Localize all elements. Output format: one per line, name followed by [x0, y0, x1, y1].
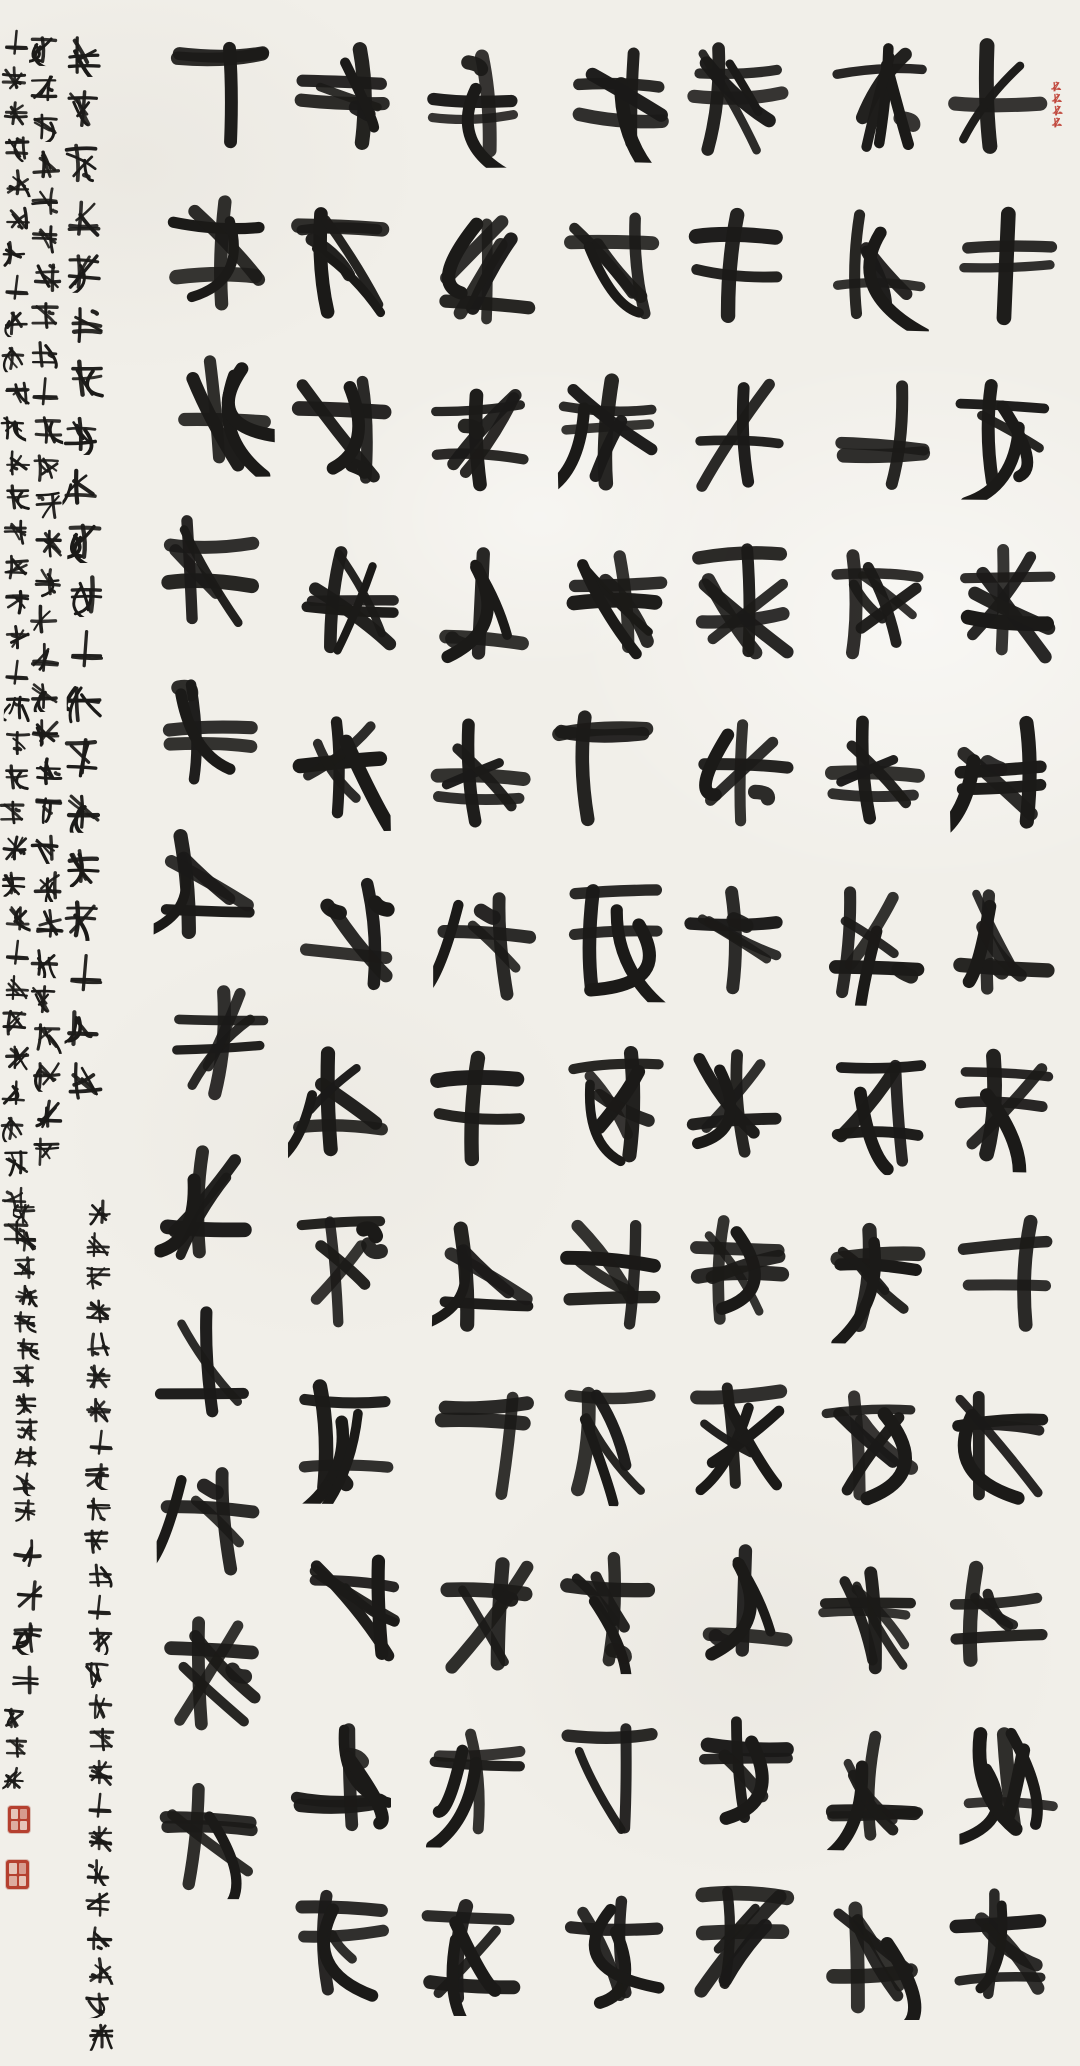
- calligraphy-char: [557, 1187, 665, 1357]
- text-column-7: [156, 16, 272, 1912]
- colophon-char: [30, 828, 60, 867]
- collector-mark-char: [1051, 80, 1062, 92]
- colophon-char: [3, 130, 30, 166]
- colophon-char: [4, 305, 30, 340]
- calligraphy-char: [426, 689, 532, 858]
- date-char: [11, 1658, 42, 1701]
- colophon-char: [4, 655, 31, 690]
- signature-chars: [4, 1702, 26, 1792]
- colophon-char: [14, 1227, 37, 1254]
- calligraphy-char: [829, 347, 935, 517]
- colophon-char: [65, 28, 101, 82]
- colophon-char: [67, 514, 103, 568]
- colophon-char: [32, 1056, 62, 1095]
- calligraphy-char: [820, 685, 927, 856]
- colophon-char: [4, 690, 31, 726]
- colophon-char: [4, 550, 30, 585]
- calligraphy-char: [560, 1859, 667, 2029]
- colophon-char: [30, 68, 59, 106]
- calligraphy-char: [695, 1519, 800, 1687]
- colophon-char: [29, 676, 58, 714]
- date-chars: [12, 1532, 42, 1700]
- colophon-char: [33, 1018, 62, 1056]
- colophon-char: [88, 2020, 115, 2054]
- colophon-char: [84, 1459, 110, 1492]
- colophon-char: [32, 144, 61, 182]
- colophon-char: [65, 838, 101, 892]
- colophon-char: [15, 1443, 38, 1470]
- colophon-char: [83, 1657, 109, 1690]
- calligraphy-char: [951, 853, 1058, 1023]
- colophon-char: [14, 1389, 37, 1416]
- calligraphy-char: [688, 1352, 793, 1520]
- calligraphy-char: [688, 516, 796, 685]
- colophon-char: [1, 60, 28, 96]
- colophon-char: [87, 1756, 113, 1789]
- colophon-char: [64, 784, 101, 839]
- colophon-char: [68, 622, 105, 677]
- calligraphy-char: [565, 516, 669, 684]
- date-char: [14, 1574, 45, 1616]
- text-column-6: [288, 10, 404, 2026]
- colophon-char: [87, 1921, 113, 1954]
- calligraphy-char: [287, 1186, 392, 1355]
- calligraphy-char: [289, 1857, 396, 2027]
- calligraphy-char: [302, 1522, 407, 1691]
- colophon-char: [0, 410, 26, 445]
- calligraphy-char: [551, 683, 659, 853]
- colophon-char: [5, 900, 32, 935]
- text-column-5: [420, 18, 536, 2034]
- colophon-char: [85, 1360, 111, 1393]
- date-char: [13, 1532, 44, 1575]
- colophon-char: [63, 730, 100, 784]
- calligraphy-char: [686, 1184, 794, 1353]
- calligraphy-char: [947, 685, 1055, 855]
- colophon-char: [4, 375, 31, 410]
- calligraphy-char: [946, 1358, 1051, 1526]
- colophon-char: [29, 334, 59, 373]
- colophon-char: [63, 892, 100, 947]
- colophon-char: [67, 1054, 104, 1108]
- colophon-char: [5, 165, 31, 200]
- colophon-char: [34, 790, 63, 828]
- colophon-char: [84, 1987, 110, 2020]
- colophon-char: [86, 1591, 112, 1624]
- colophon-char: [29, 30, 59, 69]
- calligraphy-char: [958, 1693, 1064, 1862]
- colophon-char: [65, 82, 102, 137]
- colophon-char: [65, 190, 101, 244]
- colophon-char: [83, 1525, 109, 1558]
- colophon-char: [4, 760, 30, 795]
- calligraphy-char: [820, 1869, 924, 2038]
- colophon-char: [0, 865, 27, 901]
- text-column-1: [948, 14, 1064, 2030]
- calligraphy-char: [425, 1026, 530, 1195]
- colophon-char: [2, 515, 29, 550]
- colophon-char: [4, 585, 31, 621]
- calligraphy-char: [951, 349, 1057, 518]
- colophon-char: [29, 942, 59, 981]
- calligraphy-char: [289, 346, 394, 514]
- colophon-char: [65, 244, 102, 299]
- calligraphy-char: [950, 1021, 1057, 1191]
- calligraphy-char: [561, 179, 667, 348]
- calligraphy-char: [431, 1361, 539, 1532]
- collector-mark-char: [1051, 116, 1062, 128]
- colophon-char: [64, 1000, 100, 1054]
- colophon-char: [62, 460, 98, 514]
- colophon-char: [13, 1470, 36, 1497]
- colophon-char: [30, 182, 60, 221]
- calligraphy-char: [684, 15, 792, 184]
- calligraphy-char: [954, 517, 1062, 687]
- colophon-char: [0, 235, 26, 270]
- colophon-char: [33, 258, 62, 296]
- colophon-char: [86, 1492, 113, 1525]
- colophon-char: [69, 298, 106, 353]
- colophon-char: [32, 448, 61, 486]
- signature-char: [2, 1762, 25, 1792]
- calligraphy-char: [424, 1697, 530, 1866]
- colophon-char: [30, 296, 59, 334]
- calligraphy-char: [170, 332, 275, 491]
- colophon-char: [3, 25, 29, 60]
- calligraphy-char: [287, 1690, 392, 1858]
- colophon-char: [31, 714, 61, 753]
- colophon-char: [67, 676, 103, 730]
- colophon-char: [13, 1308, 36, 1335]
- colophon-char: [33, 866, 62, 904]
- date-char: [12, 1616, 43, 1659]
- colophon-char: [4, 200, 31, 235]
- calligraphy-char: [288, 1018, 392, 1186]
- colophon-char: [34, 410, 64, 449]
- calligraphy-char: [824, 516, 931, 687]
- calligraphy-char: [152, 1279, 258, 1438]
- calligraphy-char: [826, 1023, 933, 1194]
- colophon-char: [4, 935, 30, 970]
- calligraphy-char: [294, 849, 402, 1020]
- colophon-char: [4, 270, 31, 305]
- red-seal-2: [6, 1860, 29, 1889]
- colophon-column-1: [66, 28, 102, 1108]
- colophon-char: [33, 562, 63, 601]
- calligraphy-char: [693, 683, 800, 852]
- colophon-char: [3, 95, 30, 131]
- calligraphy-char: [153, 1121, 259, 1280]
- calligraphy-char: [154, 806, 259, 964]
- colophon-char: [31, 372, 61, 410]
- colophon-char: [88, 1426, 114, 1459]
- calligraphy-char: [169, 964, 273, 1122]
- colophon-char: [86, 1195, 112, 1228]
- colophon-char: [34, 524, 64, 563]
- colophon-char: [88, 1690, 114, 1723]
- calligraphy-char: [680, 850, 787, 1019]
- calligraphy-char: [820, 854, 928, 1025]
- calligraphy-char: [945, 1862, 1050, 2031]
- colophon-char: [14, 1254, 37, 1281]
- colophon-char: [87, 1822, 113, 1855]
- calligraphy-char: [815, 1531, 919, 1700]
- calligraphy-char: [563, 1020, 667, 1188]
- calligraphy-char: [419, 17, 525, 186]
- calligraphy-char: [166, 174, 270, 332]
- colophon-column-5: [14, 1200, 37, 1524]
- colophon-char: [63, 406, 99, 460]
- calligraphy-char: [559, 1691, 667, 1862]
- calligraphy-char: [170, 16, 275, 175]
- calligraphy-char: [417, 1866, 522, 2035]
- colophon-char: [87, 1558, 113, 1591]
- text-column-3: [684, 16, 800, 2020]
- calligraphy-char: [431, 1529, 539, 1699]
- colophon-char: [0, 1110, 26, 1146]
- colophon-char: [69, 352, 106, 406]
- calligraphy-char: [954, 182, 1059, 351]
- colophon-char: [5, 445, 32, 480]
- colophon-column-2: [32, 30, 61, 1170]
- signature-char: [2, 1702, 25, 1732]
- colophon-char: [35, 1094, 65, 1132]
- colophon-char: [35, 904, 65, 943]
- colophon-char: [33, 486, 63, 525]
- calligraphy-char: [427, 353, 533, 522]
- calligraphy-char: [685, 1018, 789, 1185]
- colophon-char: [0, 795, 25, 830]
- colophon-char: [0, 340, 27, 376]
- calligraphy-char: [566, 852, 671, 1021]
- colophon-char: [34, 752, 63, 790]
- calligraphy-char: [824, 1192, 931, 1363]
- calligraphy-char: [555, 1355, 663, 1525]
- calligraphy-char: [825, 10, 929, 179]
- calligraphy-char: [155, 1754, 260, 1913]
- calligraphy-char: [565, 11, 673, 181]
- colophon-char: [85, 1228, 111, 1261]
- colophon-char: [89, 1723, 115, 1756]
- colophon-char: [86, 1393, 112, 1426]
- colophon-char: [32, 1132, 61, 1170]
- colophon-char: [85, 1888, 111, 1921]
- calligraphy-char: [685, 349, 792, 518]
- calligraphy-char: [433, 858, 537, 1026]
- colophon-char: [5, 725, 31, 760]
- colophon-char: [85, 1294, 112, 1328]
- colophon-char: [5, 1040, 31, 1075]
- calligraphy-char: [156, 1438, 261, 1597]
- colophon-char: [4, 620, 31, 655]
- collector-mark-char: [1052, 104, 1063, 116]
- colophon-char: [85, 1327, 112, 1361]
- colophon-char: [5, 480, 31, 515]
- colophon-char: [3, 1145, 30, 1181]
- calligraphy-char: [944, 1525, 1051, 1695]
- calligraphy-char: [286, 177, 393, 347]
- calligraphy-char: [430, 521, 537, 691]
- calligraphy-char: [433, 185, 539, 354]
- colophon-char: [30, 638, 60, 677]
- colophon-char: [30, 600, 59, 638]
- calligraphy-char: [690, 1853, 795, 2021]
- calligraphy-char: [158, 1595, 265, 1755]
- colophon-char: [13, 1362, 36, 1389]
- colophon-char: [15, 1416, 38, 1443]
- calligraphy-char: [556, 1524, 661, 1692]
- calligraphy-char: [682, 182, 789, 351]
- colophon-column-4: [86, 1195, 112, 2053]
- colophon-char: [4, 970, 30, 1005]
- calligraphy-char: [555, 347, 663, 517]
- calligraphy-char: [824, 178, 932, 350]
- colophon-char: [68, 946, 105, 1000]
- calligraphy-char: [292, 1353, 398, 1522]
- calligraphy-char: [155, 648, 260, 807]
- calligraphy-char: [823, 1699, 930, 1870]
- colophon-char: [30, 220, 59, 258]
- colophon-char: [87, 1954, 114, 1987]
- colophon-char: [85, 1261, 111, 1294]
- colophon-char: [2, 830, 29, 866]
- calligraphy-char: [946, 13, 1052, 182]
- colophon-char: [31, 106, 60, 144]
- collector-mark-char: [1051, 92, 1062, 104]
- collector-mark-chars: [1051, 80, 1062, 128]
- calligraphy-char: [288, 10, 393, 179]
- colophon-char: [87, 1624, 113, 1657]
- calligraphy-char: [284, 681, 391, 851]
- signature-char: [5, 1732, 27, 1762]
- red-seal-1: [8, 1806, 30, 1833]
- colophon-column-3: [2, 25, 28, 1250]
- calligraphy-char: [952, 1189, 1059, 1359]
- text-column-2: [816, 10, 932, 2038]
- colophon-char: [1, 1075, 28, 1110]
- calligraphy-char: [818, 1362, 923, 1532]
- colophon-char: [1, 1005, 28, 1041]
- colophon-char: [15, 1281, 38, 1308]
- colophon-char: [16, 1335, 39, 1362]
- calligraphy-char: [298, 513, 405, 683]
- calligraphy-char: [154, 489, 261, 649]
- calligraphy-char: [431, 1193, 539, 1363]
- colophon-char: [84, 1855, 111, 1888]
- calligraphy-char: [696, 1686, 801, 1854]
- colophon-char: [62, 136, 99, 191]
- colophon-char: [13, 1497, 37, 1525]
- colophon-char: [28, 980, 58, 1019]
- colophon-char: [87, 1789, 113, 1822]
- text-column-4: [552, 12, 668, 2028]
- colophon-char: [13, 1200, 37, 1227]
- colophon-char: [68, 568, 105, 623]
